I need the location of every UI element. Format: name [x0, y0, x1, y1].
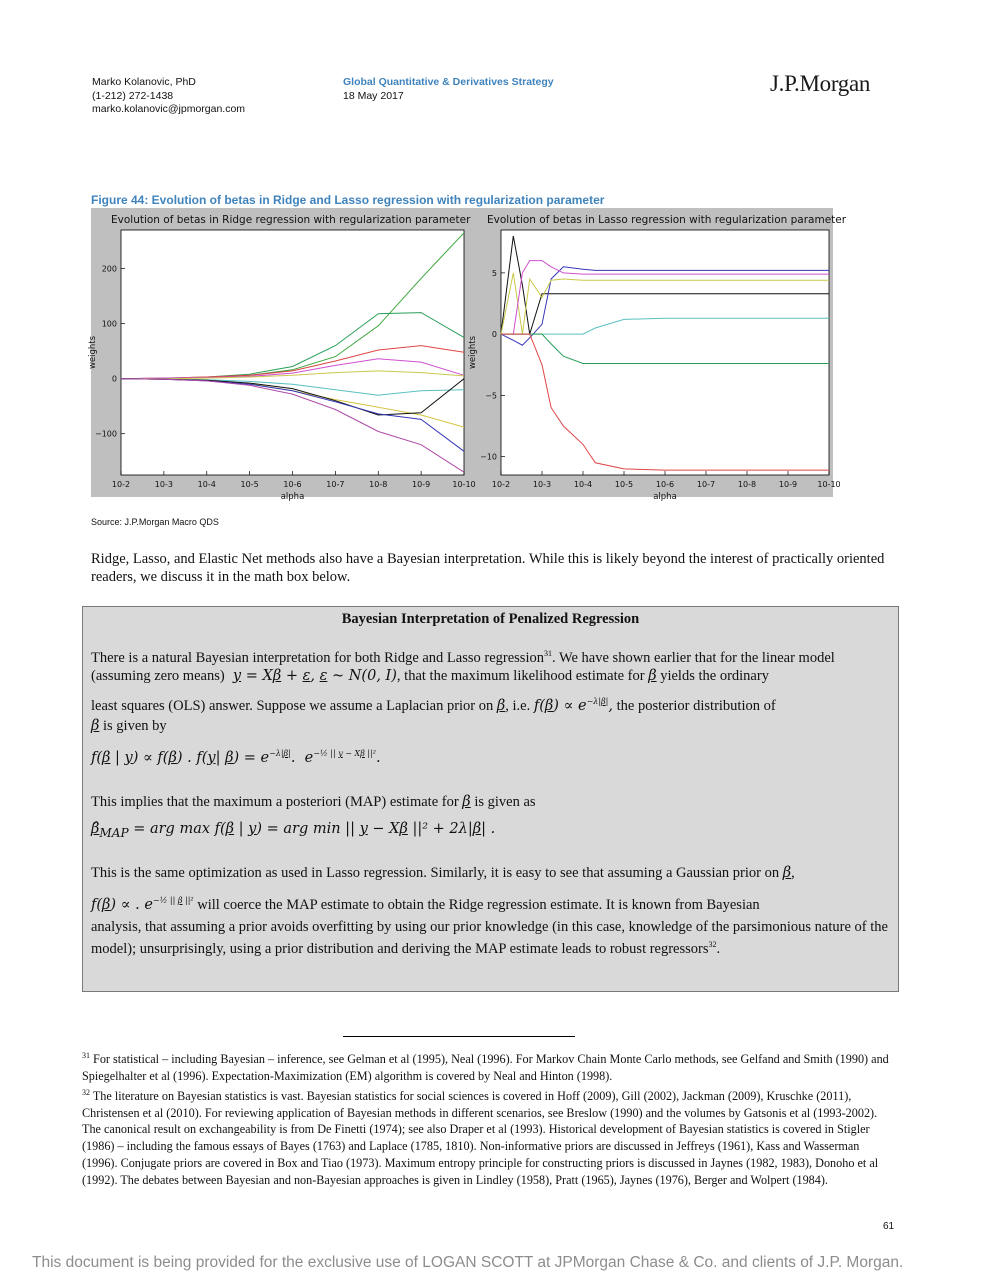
- box-paragraph-4: [91, 793, 891, 811]
- footnote-31: [82, 1048, 897, 1085]
- figure-charts: [88, 208, 847, 502]
- footnote-32: [82, 1085, 897, 1189]
- chart-title: Evolution of betas in Ridge regression with regularization parameter: [111, 214, 471, 226]
- beta-symbol: β: [496, 697, 506, 714]
- x-tick-label: 10-2: [111, 480, 131, 489]
- math-box-title: Bayesian Interpretation of Penalized Regression: [341, 611, 640, 627]
- x-tick-label: 10-5: [614, 480, 634, 489]
- footnote-text: The literature on Bayesian statistics is vast. Bayesian statistics for social sciences is covered in Hoff (2009), Gill (2002), Jackman (2009), Kruschke (2011), Christensen et al (2010). For reviewing application of Bayesian methods in different scenarios, see Breslow (1990) and the volumes by Gatsonis et al (1993-2002). The canonical result on exchangeability is from De Finetti (1974); see also Draper et al (1993). Historical development of Bayesian statistics is covered in Stigler (1986) – including the famous essays of Bayes (1763) and Laplace (1785, 1810). Non-informative priors are discussed in Jeffreys (1961), Kass and Wasserman (1996). Conjugate priors are covered in Box and Tiao (1973). Maximum entropy principle for constructing priors is discussed in Jaynes (1982, 1983), Donoho et al (1992). The debates between Bayesian and non-Bayesian approaches is given in Lindley (1958), Pratt (1965), Jaynes (1976), Berger and Wolpert (1984).: [82, 1088, 879, 1187]
- x-tick-label: 10-10: [817, 480, 841, 489]
- figure-panel: [88, 208, 847, 502]
- box-text: is given as: [474, 794, 536, 810]
- figure-title: Figure 44: Evolution of betas in Ridge and Lasso regression with regularization parameter: [91, 193, 605, 207]
- equation-map: $\betâ_{MAP}$ = arg max f(β | y) = arg min || y − Xβ ||² + 2λ|β| .: [91, 821, 496, 840]
- x-tick-label: 10-8: [369, 480, 388, 489]
- footnotes: [82, 1048, 897, 1189]
- author-phone: (1-212) 272-1438: [92, 89, 174, 102]
- author-name: Marko Kolanovic, PhD: [92, 76, 196, 88]
- box-paragraph-1: [91, 645, 891, 685]
- x-tick-label: 10-9: [778, 480, 798, 489]
- box-text: the posterior distribution of: [616, 697, 776, 714]
- chart-title: Evolution of betas in Lasso regression with regularization parameter: [487, 214, 847, 226]
- y-tick-label: 200: [101, 264, 117, 274]
- beta-symbol: β: [648, 667, 657, 684]
- chart-ridge: [88, 214, 476, 502]
- box-text: will coerce the MAP estimate to obtain the Ridge regression estimate. It is known from Bayesian: [197, 896, 760, 913]
- y-tick-label: 0: [111, 374, 117, 384]
- author-email: marko.kolanovic@jpmorgan.com: [92, 103, 246, 115]
- equation-gaussian-prior: f(β) ∝ . $e^{-\frac{1}{2} || \beta ||^2}$: [91, 896, 194, 913]
- x-tick-label: 10-9: [412, 480, 431, 489]
- box-paragraph-5: This is the same optimization as used in Lasso regression. Similarly, it is easy to see that assuming a Gaussian prior on β,: [91, 865, 795, 881]
- plot-area: [121, 230, 464, 475]
- box-text: , i.e.: [505, 697, 531, 714]
- intro-paragraph: Ridge, Lasso, and Elastic Net methods also have a Bayesian interpretation. While this is likely beyond the interest of practically oriented readers, we discuss it in the math box below.: [91, 551, 885, 585]
- x-tick-label: 10-10: [452, 480, 476, 489]
- box-text: , that the maximum likelihood estimate for: [396, 667, 645, 684]
- report-date: 18 May 2017: [343, 89, 404, 102]
- box-text: There is a natural Bayesian interpretation for both Ridge and Lasso regression: [91, 649, 544, 666]
- beta-symbol: β: [91, 718, 100, 734]
- x-tick-label: 10-6: [283, 480, 302, 489]
- author-block: [92, 76, 245, 117]
- x-tick-label: 10-3: [154, 480, 173, 489]
- y-tick-label: 0: [491, 330, 497, 340]
- x-tick-label: 10-7: [326, 480, 345, 489]
- x-tick-label: 10-4: [197, 480, 216, 489]
- x-tick-label: 10-6: [655, 480, 675, 489]
- equation-laplace-prior: $f(\beta) \propto e^{-\lambda|\beta|}$,: [533, 697, 613, 714]
- box-text: This is the same optimization as used in Lasso regression. Similarly, it is easy to see that assuming a Gaussian prior on: [91, 865, 780, 881]
- y-tick-label: 5: [491, 268, 497, 278]
- y-axis-label: weights: [468, 335, 478, 370]
- x-tick-label: 10-5: [240, 480, 259, 489]
- footnote-ref-32: 32: [708, 940, 717, 949]
- x-tick-label: 10-2: [491, 480, 511, 489]
- equation-posterior: f(β | y) ∝ f(β) . f(y| $\beta) = e^{-\lambda|\beta|}$. $e^{-\frac{1}{2} || y - X\beta ||^2}$.: [91, 749, 381, 766]
- box-paragraph-6: [91, 892, 891, 914]
- disclaimer: This document is being provided for the exclusive use of LOGAN SCOTT at JPMorgan Chase & Co. and clients of J.P. Morgan.: [32, 1254, 904, 1271]
- y-tick-label: 100: [101, 319, 117, 329]
- equation-linear-model: y = Xβ + ε, ε ~ N(0, I): [232, 667, 397, 684]
- strategy-name: Global Quantitative & Derivatives Strategy: [343, 76, 554, 88]
- footnote-divider: [343, 1036, 575, 1037]
- box-text: analysis, that assuming a prior avoids overfitting by using our prior knowledge (in this case, knowledge of the parsimonious nature of the model); unsurprisingly, using a prior distribution and deriving the MAP estimate leads to robust regressors: [91, 919, 888, 957]
- beta-symbol: β: [462, 794, 471, 810]
- header-strategy-block: [343, 76, 554, 103]
- x-tick-label: 10-7: [696, 480, 716, 489]
- x-tick-label: 10-4: [573, 480, 593, 489]
- x-axis-label: alpha: [280, 492, 305, 502]
- footnote-number: 31: [82, 1051, 90, 1060]
- y-tick-label: −10: [480, 452, 497, 462]
- jpmorgan-logo: J.P.Morgan: [770, 71, 871, 96]
- footnote-ref-31: 31: [543, 649, 552, 658]
- beta-symbol: β: [782, 865, 792, 881]
- footnote-text: For statistical – including Bayesian – inference, see Gelman et al (1995), Neal (1996). For Markov Chain Monte Carlo methods, see Gelfand and Smith (1990) and Spiegelhalter et al (1996). Expectation-Maximization (EM) algorithm is covered by Neal and Hinton (1998).: [82, 1052, 889, 1083]
- box-text: This implies that the maximum a posteriori (MAP) estimate for: [91, 794, 459, 810]
- x-tick-label: 10-8: [737, 480, 757, 489]
- figure-source: Source: J.P.Morgan Macro QDS: [91, 517, 219, 527]
- box-paragraph-7: analysis, that assuming a prior avoids overfitting by using our prior knowledge (in this case, knowledge of the parsimonious nature of the model); unsurprisingly, using a prior distribution and deriving the MAP estimate leads to robust regressors$^{32}$.: [91, 919, 888, 957]
- footnote-number: 32: [82, 1087, 90, 1097]
- y-axis-label: weights: [88, 335, 98, 370]
- math-box: [82, 606, 899, 992]
- box-paragraph-2: [91, 693, 891, 715]
- box-text: least squares (OLS) answer. Suppose we assume a Laplacian prior on: [91, 697, 494, 714]
- y-tick-label: −100: [95, 429, 117, 439]
- page-number: 61: [883, 1221, 895, 1232]
- box-text: is given by: [103, 718, 167, 734]
- box-text: yields the ordinary: [660, 667, 769, 684]
- x-axis-label: alpha: [653, 492, 677, 502]
- x-tick-label: 10-3: [532, 480, 552, 489]
- y-tick-label: −5: [485, 391, 497, 401]
- box-paragraph-3: [91, 717, 891, 735]
- chart-lasso: [468, 214, 847, 502]
- box-text: . We have shown earlier that for the linear model (assuming zero means): [91, 649, 835, 684]
